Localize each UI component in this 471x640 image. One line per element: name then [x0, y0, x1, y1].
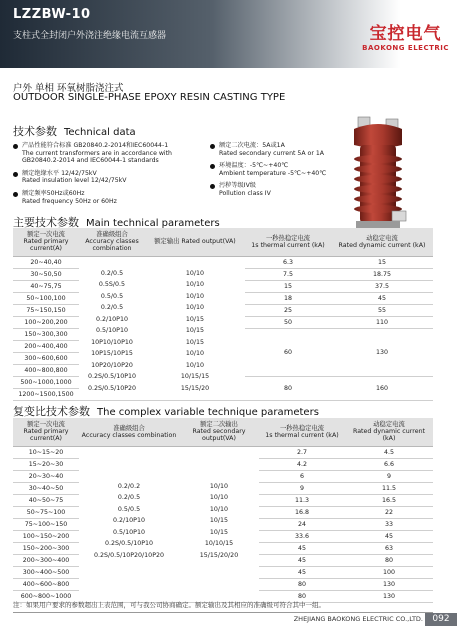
table-row: 50~100,100 18 45 — [13, 292, 433, 304]
bullet-icon — [210, 184, 215, 189]
bullet-icon — [13, 144, 18, 149]
tech-section-title — [13, 123, 136, 139]
table-row: 100~200,200 50 110 — [13, 316, 433, 328]
table-row: 75~100~150 24 33 — [13, 518, 433, 530]
table-row: 200~400,400 — [13, 340, 433, 352]
page-footer — [0, 610, 471, 640]
page-number: 092 — [425, 613, 457, 626]
complex-params-title: 复变比技术参数 The complex variable technique parameters — [13, 405, 319, 418]
tech-title-cn: 技术参数 — [13, 125, 57, 138]
footer-divider — [13, 612, 433, 613]
tech-title-en: Technical data — [64, 127, 136, 138]
table-header: 准确级组合 Accuracy classes combination — [79, 228, 145, 256]
table-row: 20~40,40 0.2/0.5 0.5S/0.5 0.5/0.5 0.2/0.5 0.2/10P10 0.5/10P10 10P10/10P10 10P15/10P15 10P20/10P20 0.2S/0.5/10P10 0.2S/0.5/10P20 10/10 10/10 10/10 10/10 10/15 10/15 10/15 10/10 10/10 10/15/15 15/15/20 6.3 15 — [13, 256, 433, 268]
table-row: 40~50~75 11.3 16.5 — [13, 494, 433, 506]
accuracy-list: 0.2/0.2 0.2/0.5 0.5/0.5 0.2/10P10 0.5/10P10 0.2S/0.5/10P10 0.2S/0.5/10P20/10P20 — [93, 482, 165, 559]
table-row: 1200~1500,1500 — [13, 388, 433, 400]
product-model: LZZBW-10 — [13, 7, 91, 22]
specs-right — [210, 142, 330, 203]
complex-table-body — [13, 446, 433, 602]
table-row: 30~50,50 7.5 18.75 — [13, 268, 433, 280]
intro-cn: 户外 单相 环氧树脂浇注式 — [13, 83, 124, 94]
footnote: 注：如果用户要求的参数超出上表范围，可与我公司协商确定。额定输出及其相应的准确级可符合其中一组。 — [13, 601, 325, 609]
table-header: 一秒热稳定电流 1s thermal current (kA) — [245, 228, 331, 256]
table-row: 600~800~1000 80 130 — [13, 590, 433, 602]
table-header: 额定一次电流 Rated primary current(A) — [13, 418, 79, 446]
table-header: 额定输出 Rated output(VA) — [145, 228, 245, 256]
table-row: 30~40~50 9 11.5 — [13, 482, 433, 494]
main-params-title: 主要技术参数 Main technical parameters — [13, 216, 220, 229]
table-row: 50~75~100 16.8 22 — [13, 506, 433, 518]
bullet-icon — [210, 144, 215, 149]
bullet-icon — [210, 164, 215, 169]
table-row: 400~600~800 80 130 — [13, 578, 433, 590]
transformer-product-image — [336, 115, 420, 235]
bullet-icon — [13, 192, 18, 197]
table-header: 一秒热稳定电流 1s thermal current (kA) — [259, 418, 345, 446]
table-row: 150~200~300 45 63 — [13, 542, 433, 554]
output-list: 10/10 10/10 10/10 10/15 10/15 10/10/15 15/15/20/20 — [199, 482, 239, 559]
table-header: 准确级组合 Accuracy classes combination — [79, 418, 179, 446]
table-row: 75~150,150 25 55 — [13, 304, 433, 316]
intro-en: OUTDOOR SINGLE-PHASE EPOXY RESIN CASTING TYPE — [13, 92, 286, 103]
table-row: 500~1000,1000 80 160 — [13, 376, 433, 388]
table-row: 200~300~400 45 80 — [13, 554, 433, 566]
specs-left — [13, 142, 208, 210]
table-row: 300~400~500 45 100 — [13, 566, 433, 578]
brand-name-en: BAOKONG ELECTRIC — [362, 44, 449, 52]
spec-item: 产品性能符合标准 GB20840.2-2014和IEC60044-1 The current transformers are in accordance with GB20840.2-2014 and IEC60044-1 standards — [13, 142, 208, 165]
table-header: 额定二次输出 Rated secondary output(VA) — [179, 418, 259, 446]
spec-item: 额定二次电流：5A或1A Rated secondary current 5A or 1A — [210, 142, 330, 157]
table-row: 300~600,600 — [13, 352, 433, 364]
table-row: 20~30~40 6 9 — [13, 470, 433, 482]
bullet-icon — [13, 172, 18, 177]
table-header: 额定一次电流 Rated primary current(A) — [13, 228, 79, 256]
brand-logo — [362, 25, 449, 52]
spec-item: 额定绝缘水平 12/42/75kV Rated insulation level 12/42/75kV — [13, 170, 208, 185]
main-table-body — [13, 256, 433, 400]
footer-company: ZHEJIANG BAOKONG ELECTRIC CO.,LTD. — [293, 615, 423, 623]
brand-name-cn: 宝控电气 — [369, 24, 442, 44]
table-row: 40~75,75 15 37.5 — [13, 280, 433, 292]
table-row: 10~15~20 0.2/0.2 0.2/0.5 0.5/0.5 0.2/10P10 0.5/10P10 0.2S/0.5/10P10 0.2S/0.5/10P20/10P20 10/10 10/10 10/10 10/15 10/15 10/10/15 15/15/20/20 2.7 4.5 — [13, 446, 433, 458]
main-params-table — [13, 228, 433, 401]
complex-params-table — [13, 418, 433, 603]
table-row: 15~20~30 4.2 6.6 — [13, 458, 433, 470]
table-row: 150~300,300 60 130 — [13, 328, 433, 340]
table-header: 动稳定电流 Rated dynamic current (kA) — [331, 228, 433, 256]
product-subtitle: 支柱式全封闭户外浇注绝缘电流互感器 — [13, 31, 167, 41]
header-banner — [0, 0, 471, 68]
table-row: 400~800,800 — [13, 364, 433, 376]
output-list: 10/10 10/10 10/10 10/10 10/15 10/15 10/15 10/10 10/10 10/15/15 15/15/20 — [180, 269, 210, 392]
spec-item: 额定频率50Hz或60Hz Rated frequency 50Hz or 60Hz — [13, 190, 208, 205]
table-header: 动稳定电流 Rated dynamic current (kA) — [345, 418, 433, 446]
spec-item: 环境温度：-5℃~+40℃ Ambient temperature -5℃~+40℃ — [210, 162, 330, 177]
accuracy-list: 0.2/0.5 0.5S/0.5 0.5/0.5 0.2/0.5 0.2/10P10 0.5/10P10 10P10/10P10 10P15/10P15 10P20/10P20 0.2S/0.5/10P10 0.2S/0.5/10P20 — [87, 269, 137, 392]
spec-item: 污秽等级IV级 Pollution class IV — [210, 182, 330, 197]
table-row: 100~150~200 33.6 45 — [13, 530, 433, 542]
